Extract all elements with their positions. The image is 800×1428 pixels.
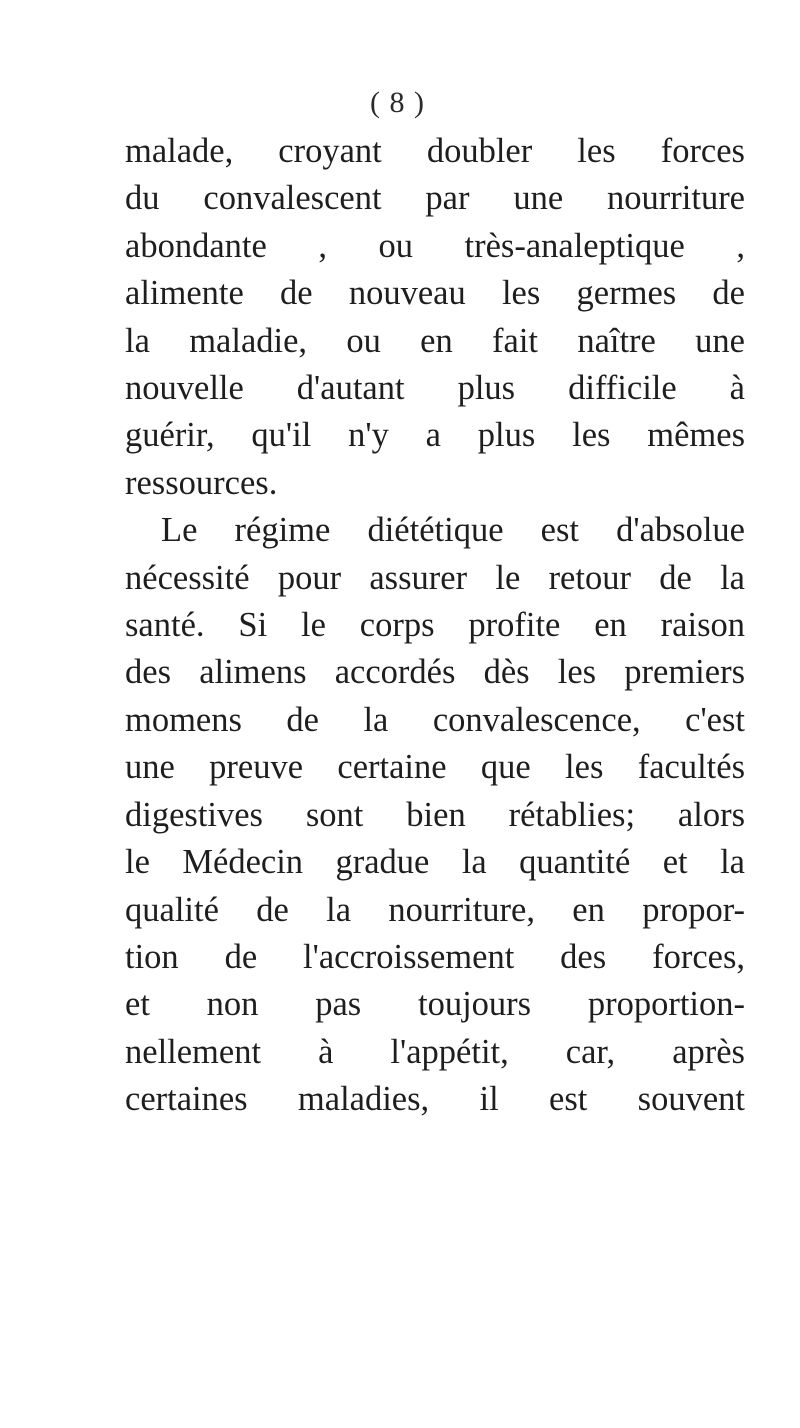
- text-line: nouvelle d'autant plus difficile à: [125, 369, 745, 408]
- text-line: la maladie, ou en fait naître une: [125, 321, 745, 360]
- text-line: nellement à l'appétit, car, après: [125, 1032, 745, 1071]
- text-line: tion de l'accroissement des forces,: [125, 937, 745, 976]
- text-line: le Médecin gradue la quantité et la: [125, 843, 745, 882]
- page-number: ( 8 ): [370, 86, 425, 119]
- text-line: du convalescent par une nourriture: [125, 179, 745, 218]
- text-line: digestives sont bien rétablies; alors: [125, 795, 745, 834]
- text-line: qualité de la nourriture, en propor-: [125, 890, 745, 929]
- text-line: momens de la convalescence, c'est: [125, 700, 745, 739]
- text-line: une preuve certaine que les facultés: [125, 748, 745, 787]
- body-text: [125, 128, 745, 1124]
- text-line: alimente de nouveau les germes de: [125, 274, 745, 313]
- text-line: guérir, qu'il n'y a plus les mêmes: [125, 416, 745, 455]
- text-line: nécessité pour assurer le retour de la: [125, 558, 745, 597]
- text-line: des alimens accordés dès les premiers: [125, 653, 745, 692]
- text-line: Le régime diététique est d'absolue: [161, 511, 745, 550]
- text-line: abondante , ou très-analeptique ,: [125, 226, 745, 265]
- text-line: certaines maladies, il est souvent: [125, 1080, 745, 1119]
- text-line: malade, croyant doubler les forces: [125, 132, 745, 170]
- text-line: et non pas toujours proportion-: [125, 985, 745, 1024]
- text-line: ressources.: [125, 463, 278, 502]
- text-line: santé. Si le corps profite en raison: [125, 606, 745, 645]
